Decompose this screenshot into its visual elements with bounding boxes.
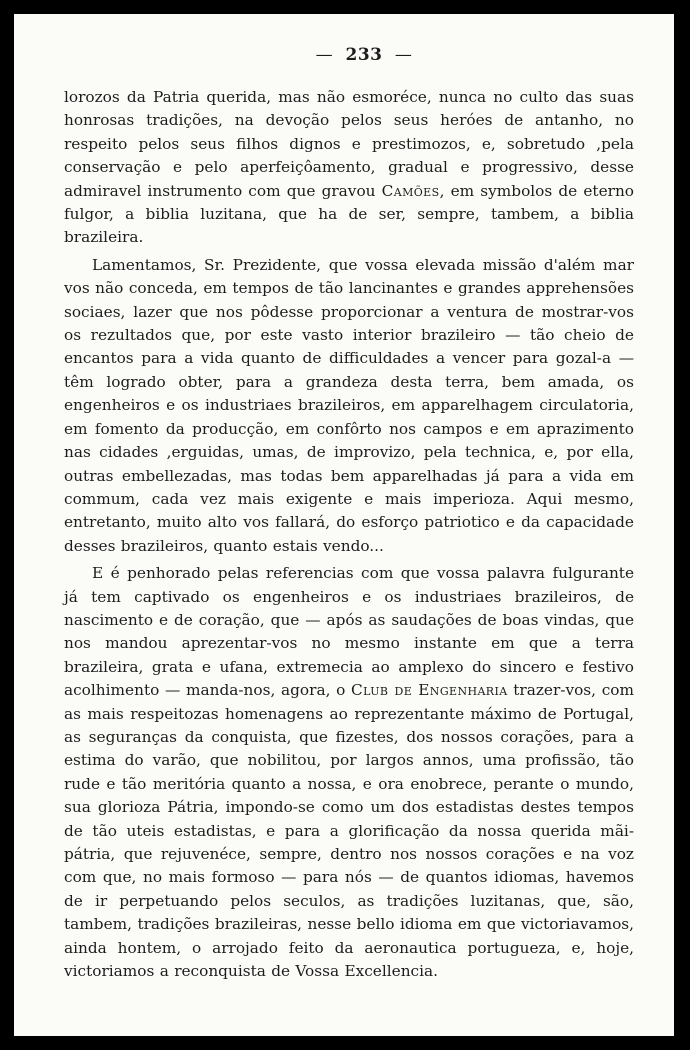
text-segment: trazer-vos, com as mais respeitozas homenagens ao reprezentante máximo de Portugal, as seguranças da conquista, que fizestes, dos nossos corações, para a estima do varão, que nobilitou, por largos annos, uma profissão, tão rude e tão meritória quanto a nossa, e ora enobrece, perante o mundo, sua glorioza Pátria, impondo-se como um dos estadistas destes tempos de tão uteis estadistas, e para a glorificação da nossa querida mãi-pátria, que rejuvenéce, sempre, dentro nos nossos corações e na voz com que, no mais formoso — para nós — de quantos idiomas, havemos de ir perpetuando pelos seculos, as tradições luzitanas, que, são, tambem, tradições brazileiras, nesse bello idioma em que victoriavamos, ainda hontem, o arrojado feito da aeronautica portugueza, e, hoje, victoriamos a reconquista de Vossa Excellencia.	[64, 681, 634, 981]
name-club-de-engenharia: Club de Engenharia	[351, 681, 508, 700]
text-segment: E é penhorado pelas referencias com que vossa palavra fulgurante já tem captivado os engenheiros e os industriaes brazileiros, de nascimento e de coração, que — após as saudações de boas vindas, que nos mandou aprezentar-vos no mesmo instante em que a terra brazileira, grata e ufana, extremecia ao amplexo do sincero e festivo acolhimento — manda-nos, agora, o	[64, 564, 634, 700]
paragraph	[64, 562, 634, 983]
name-camoes: Camões	[381, 181, 440, 200]
body-text	[64, 86, 634, 983]
paragraph	[64, 254, 634, 558]
header-dash-left: —	[315, 45, 334, 65]
book-page	[14, 14, 674, 1036]
text-segment: lorozos da Patria querida, mas não esmoréce, nunca no culto das suas honrosas tradições, na devoção pelos seus heróes de antanho, no respeito pelos seus filhos dignos e prestimozos, e, sobretudo ,pela conservação e pelo aperfeiçôamento, gradual e progressivo, desse admiravel instrumento com que gravou	[64, 88, 634, 200]
page-header	[94, 40, 634, 70]
header-dash-right: —	[394, 45, 413, 65]
text-segment: , em symbolos de eterno fulgor, a biblia luzitana, que ha de ser, sempre, tambem, a biblia brazileira.	[64, 181, 634, 247]
page-number: 233	[345, 45, 383, 65]
text-segment: Lamentamos, Sr. Prezidente, que vossa elevada missão d'além mar vos não conceda, em tempos de tão lancinantes e grandes apprehensões sociaes, lazer que nos pôdesse proporcionar a ventura de mostrar-vos os rezultados que, por este vasto interior brazileiro — tão cheio de encantos para a vida quanto de difficuldades a vencer para gozal-a — têm logrado obter, para a grandeza desta terra, bem amada, os engenheiros e os industriaes brazileiros, em apparelhagem circulatoria, em fomento da producção, em confôrto nos campos e em aprazimento nas cidades ,erguidas, umas, de improvizo, pela technica, e, por ella, outras embellezadas, mas todas bem apparelhadas já para a vida em commum, cada vez mais exigente e mais imperioza. Aqui mesmo, entretanto, muito alto vos fallará, do esforço patriotico e da capacidade desses brazileiros, quanto estais vendo...	[64, 255, 634, 555]
paragraph	[64, 86, 634, 250]
